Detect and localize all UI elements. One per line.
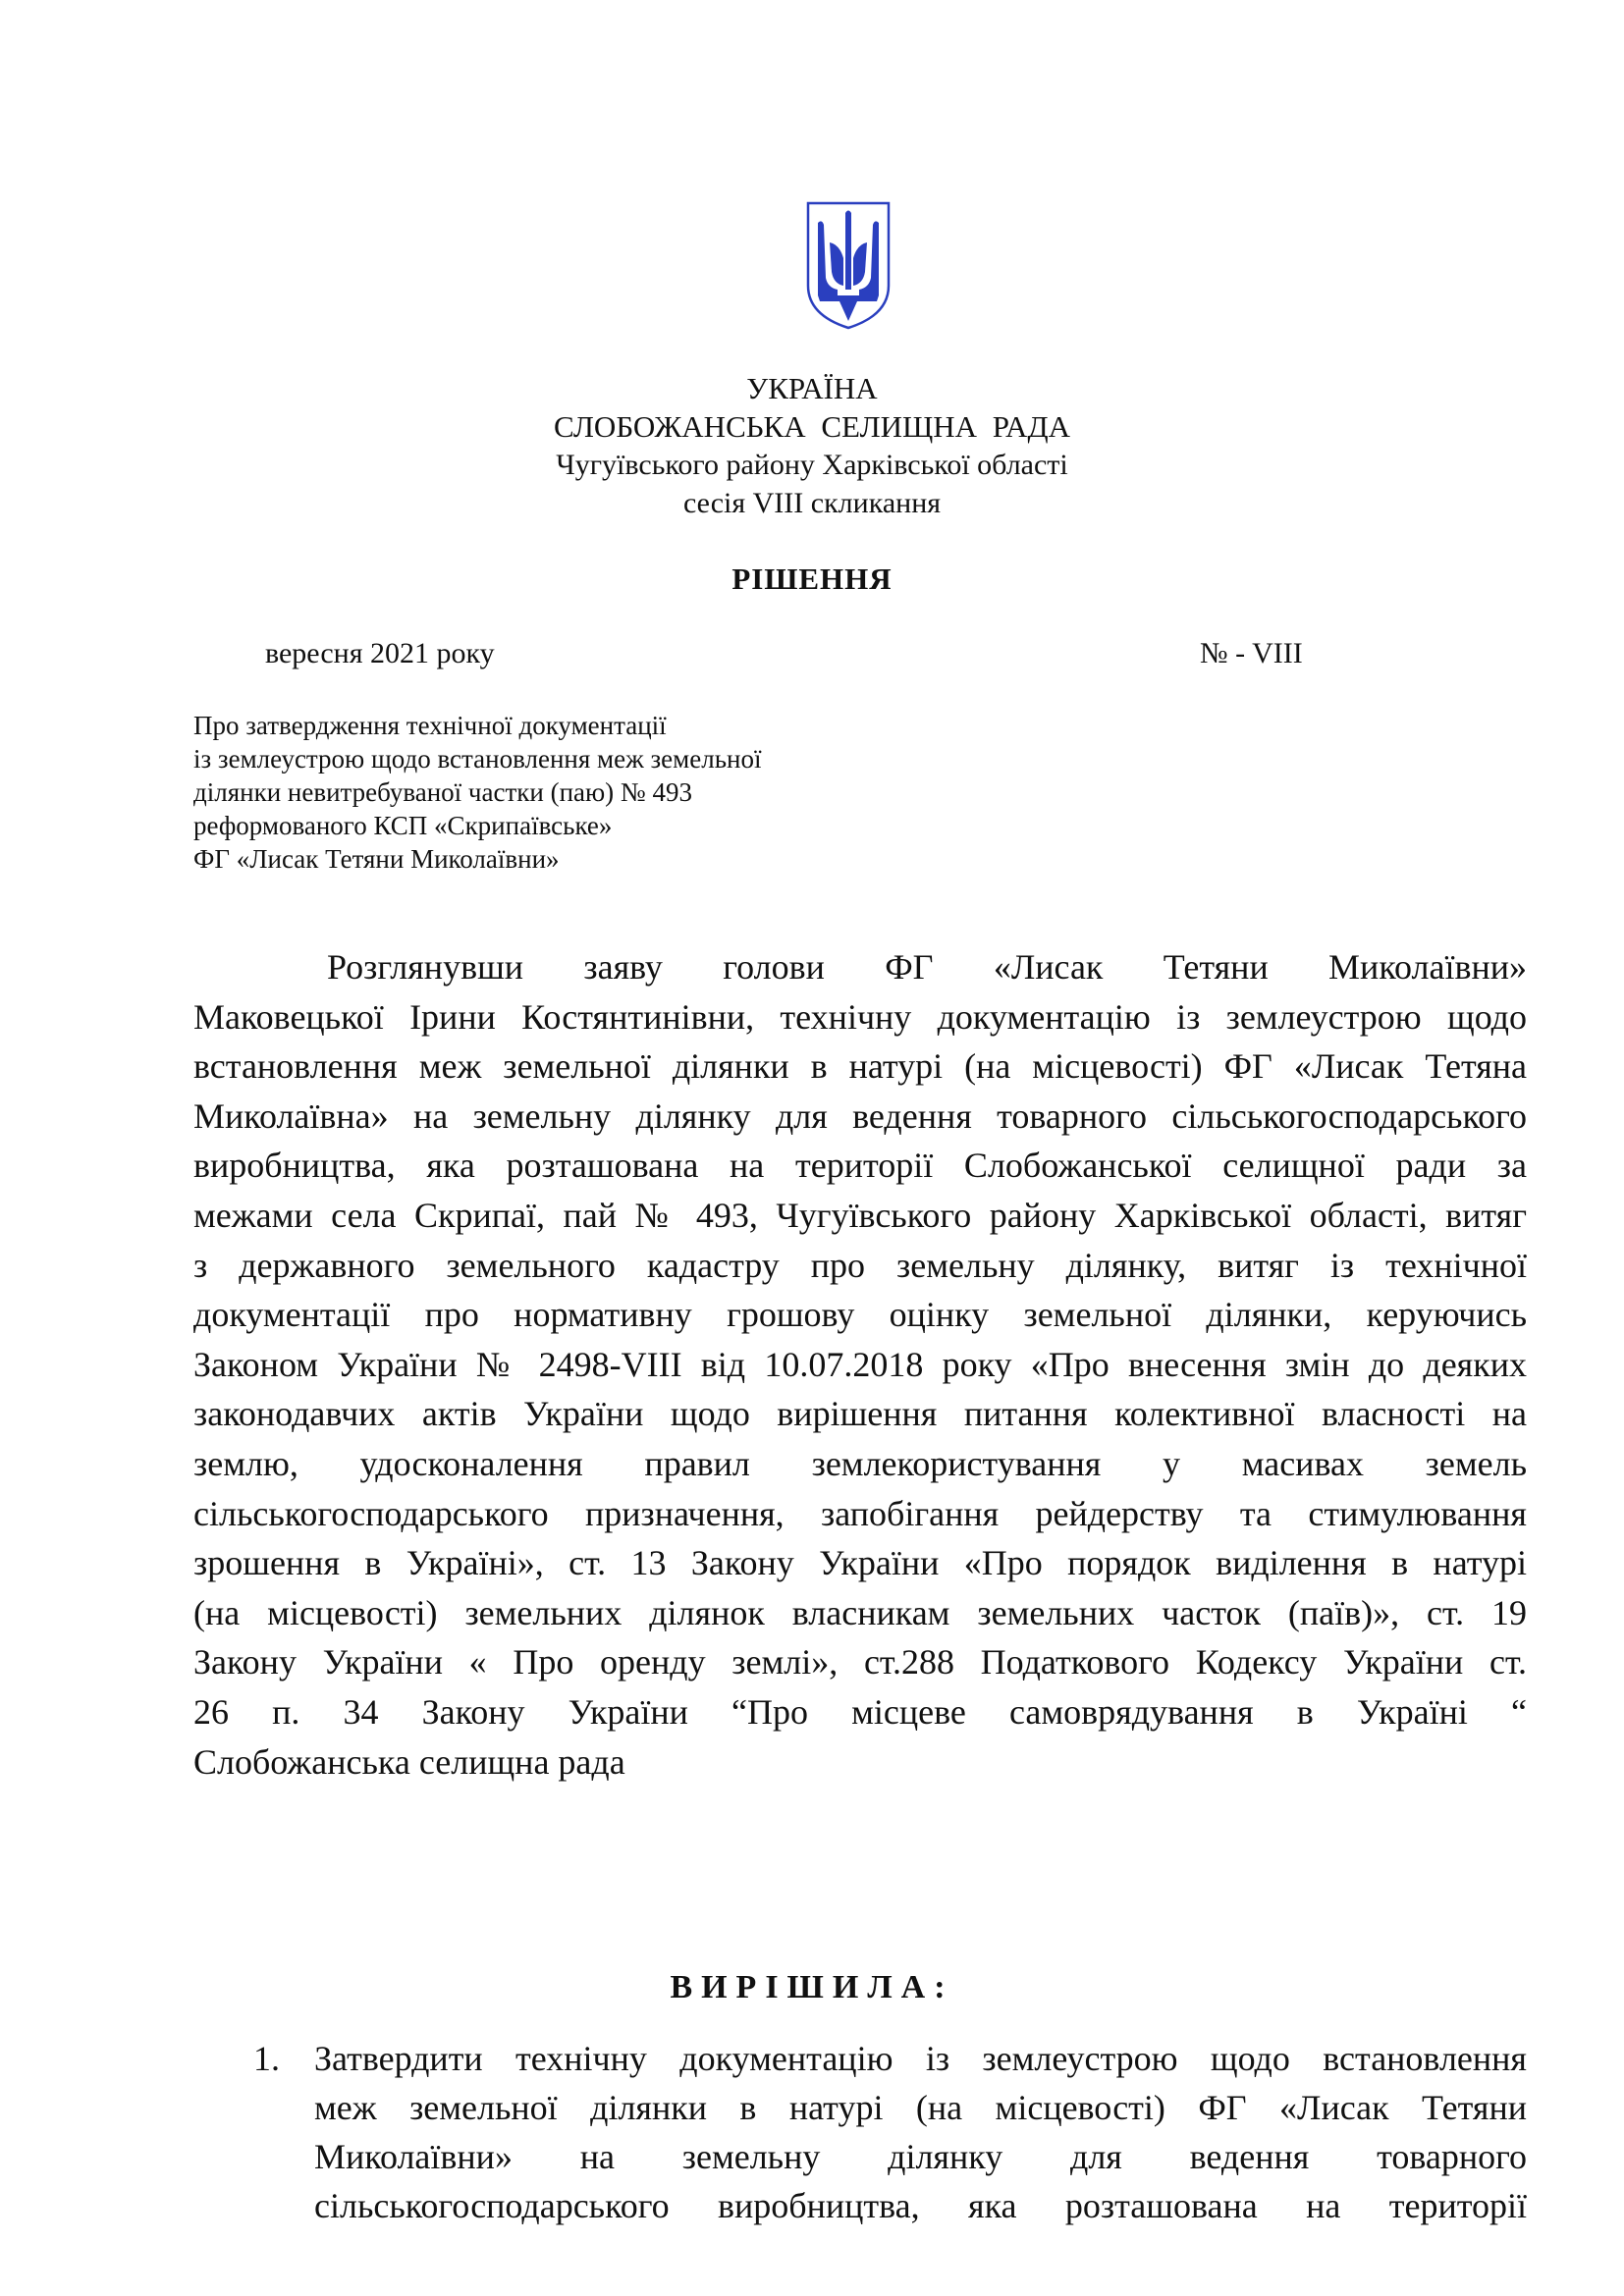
preamble-paragraph [193, 942, 1527, 1787]
subject-line: реформованого КСП «Скрипаївське» [193, 811, 613, 840]
preamble-line: 26 п. 34 Закону України “Про місцеве самоврядування в Україні “ [193, 1691, 1527, 1732]
preamble-line: (на місцевості) земельних ділянок власникам земельних часток (паїв)», ст. 19 [193, 1592, 1527, 1632]
preamble-line: Миколаївна» на земельну ділянку для ведення товарного сільськогосподарського [193, 1095, 1527, 1136]
preamble-line: виробництва, яка розташована на території Слобожанської селищної ради за [193, 1146, 1527, 1186]
preamble-line: зрошення в Україні», ст. 13 Закону України «Про порядок виділення в натурі [193, 1543, 1527, 1583]
preamble-line: Закону України « Про оренду землі», ст.288 Податкового Кодексу України ст. [193, 1642, 1527, 1682]
preamble-line: документації про нормативну грошову оцінку земельної ділянки, керуючись [193, 1295, 1527, 1335]
council-header [0, 369, 1624, 522]
preamble-line: встановлення меж земельної ділянки в натурі (на місцевості) ФГ «Лисак Тетяна [193, 1046, 1527, 1087]
preamble-line: Слобожанська селищна рада [193, 1741, 625, 1782]
subject-line: ФГ «Лисак Тетяни Миколаївни» [193, 844, 560, 874]
preamble-line: Маковецької Ірини Костянтинівни, технічну документацію із землеустрою щодо [193, 996, 1527, 1037]
coat-of-arms-icon [804, 199, 893, 332]
decision-number: № - VIII [1200, 637, 1303, 669]
decision-date: вересня 2021 року [265, 637, 495, 669]
item-text [314, 2034, 1527, 2230]
council-name: СЛОБОЖАНСЬКА СЕЛИЩНА РАДА [554, 409, 1070, 444]
preamble-line: Розглянувши заяву голови ФГ «Лисак Тетяни Миколаївни» [327, 947, 1527, 987]
decision-title: РІШЕННЯ [731, 561, 893, 596]
item-line: Затвердити технічну документацію із землеустрою щодо встановлення [314, 2039, 1527, 2078]
item-line: меж земельної ділянки в натурі (на місцевості) ФГ «Лисак Тетяни [314, 2088, 1527, 2127]
item-number: 1. [253, 2039, 280, 2078]
preamble-line: сільськогосподарського призначення, запобігання рейдерству та стимулювання [193, 1493, 1527, 1533]
preamble-line: межами села Скрипаї, пай № 493, Чугуївського району Харківської області, витяг [193, 1195, 1527, 1235]
subject-line: ділянки невитребуваної частки (паю) № 493 [193, 777, 692, 807]
subject-line: із землеустрою щодо встановлення меж земельної [193, 744, 762, 774]
preamble-line: законодавчих актів України щодо вирішення питання колективної власності на [193, 1394, 1527, 1434]
country-name: УКРАЇНА [746, 371, 878, 405]
preamble-line: з державного земельного кадастру про земельну ділянку, витяг із технічної [193, 1245, 1527, 1285]
item-line: сільськогосподарського виробництва, яка розташована на території [314, 2186, 1527, 2225]
district-name: Чугуївського району Харківської області [556, 449, 1068, 481]
session-line: сесія VIII скликання [682, 487, 942, 519]
preamble-line: землю, удосконалення правил землекористування у масивах земель [193, 1443, 1527, 1483]
resolved-heading: ВИРІШИЛА: [670, 1969, 954, 2005]
decision-subject [193, 709, 920, 876]
item-line: Миколаївни» на земельну ділянку для ведення товарного [314, 2137, 1527, 2176]
subject-line: Про затвердження технічної документації [193, 711, 667, 740]
preamble-line: Законом України № 2498-VIII від 10.07.2018 року «Про внесення змін до деяких [193, 1344, 1527, 1384]
